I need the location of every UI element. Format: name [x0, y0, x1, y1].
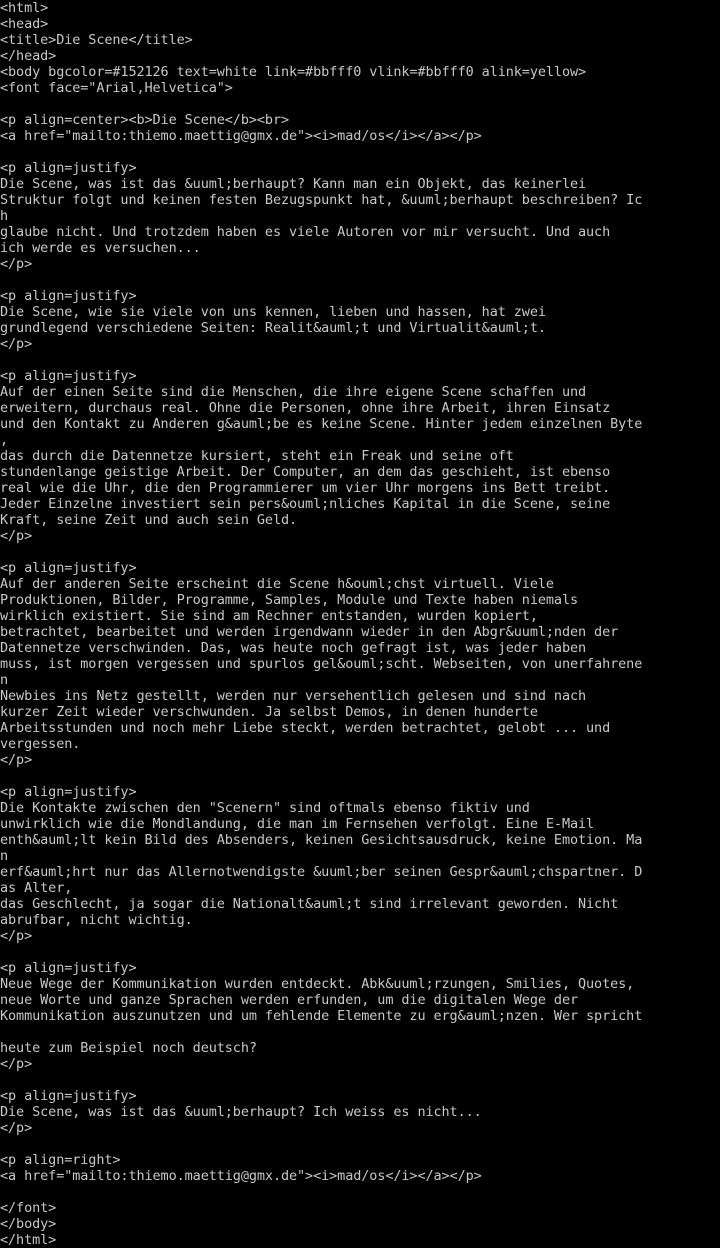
- terminal-line: das durch die Datennetze kursiert, steht ein Freak und seine oft: [0, 448, 514, 464]
- terminal-line: [0, 944, 720, 960]
- terminal-line: kurzer Zeit wieder verschwunden. Ja selbst Demos, in denen hunderte: [0, 704, 538, 720]
- terminal-line: <title>Die Scene</title>: [0, 32, 193, 48]
- terminal-line: Kommunikation auszunutzen und um fehlende Elemente zu erg&auml;nzen. Wer spricht: [0, 1008, 643, 1024]
- terminal-line: n: [0, 848, 9, 864]
- terminal-line: [0, 352, 720, 368]
- terminal-line: [0, 96, 720, 112]
- terminal-line: [0, 1024, 720, 1040]
- terminal-line: Newbies ins Netz gestellt, werden nur versehentlich gelesen und sind nach: [0, 688, 587, 704]
- terminal-line: </p>: [0, 336, 33, 352]
- terminal-line: betrachtet, bearbeitet und werden irgendwann wieder in den Abgr&uuml;nden der: [0, 624, 619, 640]
- terminal-line: Jeder Einzelne investiert sein pers&ouml;nliches Kapital in die Scene, seine: [0, 496, 611, 512]
- terminal-line: </font>: [0, 1200, 57, 1216]
- terminal-line: [0, 1184, 720, 1200]
- terminal-line: <body bgcolor=#152126 text=white link=#bbfff0 vlink=#bbfff0 alink=yellow>: [0, 64, 587, 80]
- terminal-line: wirklich existiert. Sie sind am Rechner entstanden, wurden kopiert,: [0, 608, 538, 624]
- terminal-line: Produktionen, Bilder, Programme, Samples, Module und Texte haben niemals: [0, 592, 578, 608]
- terminal-line: erf&auml;hrt nur das Allernotwendigste &uuml;ber seinen Gespr&auml;chspartner. D: [0, 864, 643, 880]
- terminal-line: stundenlange geistige Arbeit. Der Computer, an dem das geschieht, ist ebenso: [0, 464, 611, 480]
- terminal-line: [0, 1072, 720, 1088]
- terminal-line: Datennetze verschwinden. Das, was heute noch gefragt ist, was jeder haben: [0, 640, 587, 656]
- terminal-line: <p align=justify>: [0, 288, 137, 304]
- terminal-line: enth&auml;lt kein Bild des Absenders, keinen Gesichtsausdruck, keine Emotion. Ma: [0, 832, 643, 848]
- terminal-line: <p align=justify>: [0, 160, 137, 176]
- terminal-line: grundlegend verschiedene Seiten: Realit&auml;t und Virtualit&auml;t.: [0, 320, 546, 336]
- terminal-line: Struktur folgt und keinen festen Bezugspunkt hat, &uuml;berhaupt beschreiben? Ic: [0, 192, 643, 208]
- terminal-line: abrufbar, nicht wichtig.: [0, 912, 193, 928]
- terminal-line: </p>: [0, 1056, 33, 1072]
- terminal-line: Die Scene, wie sie viele von uns kennen, lieben und hassen, hat zwei: [0, 304, 546, 320]
- terminal-line: Die Scene, was ist das &uuml;berhaupt? Ich weiss es nicht...: [0, 1104, 482, 1120]
- terminal-line: </p>: [0, 928, 33, 944]
- terminal-line: </p>: [0, 256, 33, 272]
- terminal-line: </p>: [0, 528, 33, 544]
- terminal-line: <p align=justify>: [0, 1088, 137, 1104]
- terminal-line: muss, ist morgen vergessen und spurlos gel&ouml;scht. Webseiten, von unerfahrene: [0, 656, 643, 672]
- terminal-line: <head>: [0, 16, 49, 32]
- terminal-line: [0, 768, 720, 784]
- terminal-line: <p align=right>: [0, 1152, 121, 1168]
- terminal-line: unwirklich wie die Mondlandung, die man im Fernsehen verfolgt. Eine E-Mail: [0, 816, 595, 832]
- terminal-line: h: [0, 208, 9, 224]
- terminal-line: und den Kontakt zu Anderen g&auml;be es keine Scene. Hinter jedem einzelnen Byte: [0, 416, 643, 432]
- terminal-line: [0, 544, 720, 560]
- terminal-line: </head>: [0, 48, 57, 64]
- terminal-line: heute zum Beispiel noch deutsch?: [0, 1040, 257, 1056]
- terminal-line: Arbeitsstunden und noch mehr Liebe steckt, werden betrachtet, gelobt ... und: [0, 720, 611, 736]
- terminal-line: vergessen.: [0, 736, 81, 752]
- terminal-line: Die Scene, was ist das &uuml;berhaupt? Kann man ein Objekt, das keinerlei: [0, 176, 587, 192]
- terminal-line: glaube nicht. Und trotzdem haben es viele Autoren vor mir versucht. Und auch: [0, 224, 611, 240]
- terminal-line: real wie die Uhr, die den Programmierer um vier Uhr morgens ins Bett treibt.: [0, 480, 611, 496]
- terminal-line: Auf der anderen Seite erscheint die Scene h&ouml;chst virtuell. Viele: [0, 576, 554, 592]
- terminal-line: <a href="mailto:thiemo.maettig@gmx.de"><i>mad/os</i></a></p>: [0, 128, 482, 144]
- terminal-line: <html>: [0, 0, 49, 16]
- terminal-line: </p>: [0, 752, 33, 768]
- terminal-line: ich werde es versuchen...: [0, 240, 201, 256]
- terminal-line: neue Worte und ganze Sprachen werden erfunden, um die digitalen Wege der: [0, 992, 578, 1008]
- terminal-line: <a href="mailto:thiemo.maettig@gmx.de"><i>mad/os</i></a></p>: [0, 1168, 482, 1184]
- terminal-line: <p align=justify>: [0, 960, 137, 976]
- terminal-line: <p align=justify>: [0, 560, 137, 576]
- terminal-line: </body>: [0, 1216, 57, 1232]
- terminal-line: ,: [0, 432, 9, 448]
- terminal-line: <p align=justify>: [0, 368, 137, 384]
- terminal-line: </html>: [0, 1232, 57, 1248]
- terminal-line: <p align=center><b>Die Scene</b><br>: [0, 112, 289, 128]
- terminal-line: Neue Wege der Kommunikation wurden entdeckt. Abk&uuml;rzungen, Smilies, Quotes,: [0, 976, 635, 992]
- terminal-line: [0, 1136, 720, 1152]
- terminal-line: [0, 144, 720, 160]
- terminal-line: <font face="Arial,Helvetica">: [0, 80, 233, 96]
- terminal-line: as Alter,: [0, 880, 73, 896]
- terminal-line: das Geschlecht, ja sogar die Nationalt&auml;t sind irrelevant geworden. Nicht: [0, 896, 619, 912]
- terminal-line: </p>: [0, 1120, 33, 1136]
- terminal-line: [0, 272, 720, 288]
- terminal-line: <p align=justify>: [0, 784, 137, 800]
- terminal-line: Auf der einen Seite sind die Menschen, die ihre eigene Scene schaffen und: [0, 384, 587, 400]
- terminal-line: erweitern, durchaus real. Ohne die Personen, ohne ihre Arbeit, ihren Einsatz: [0, 400, 611, 416]
- terminal-line: Die Kontakte zwischen den "Scenern" sind oftmals ebenso fiktiv und: [0, 800, 530, 816]
- terminal-line: n: [0, 672, 9, 688]
- terminal-line: Kraft, seine Zeit und auch sein Geld.: [0, 512, 298, 528]
